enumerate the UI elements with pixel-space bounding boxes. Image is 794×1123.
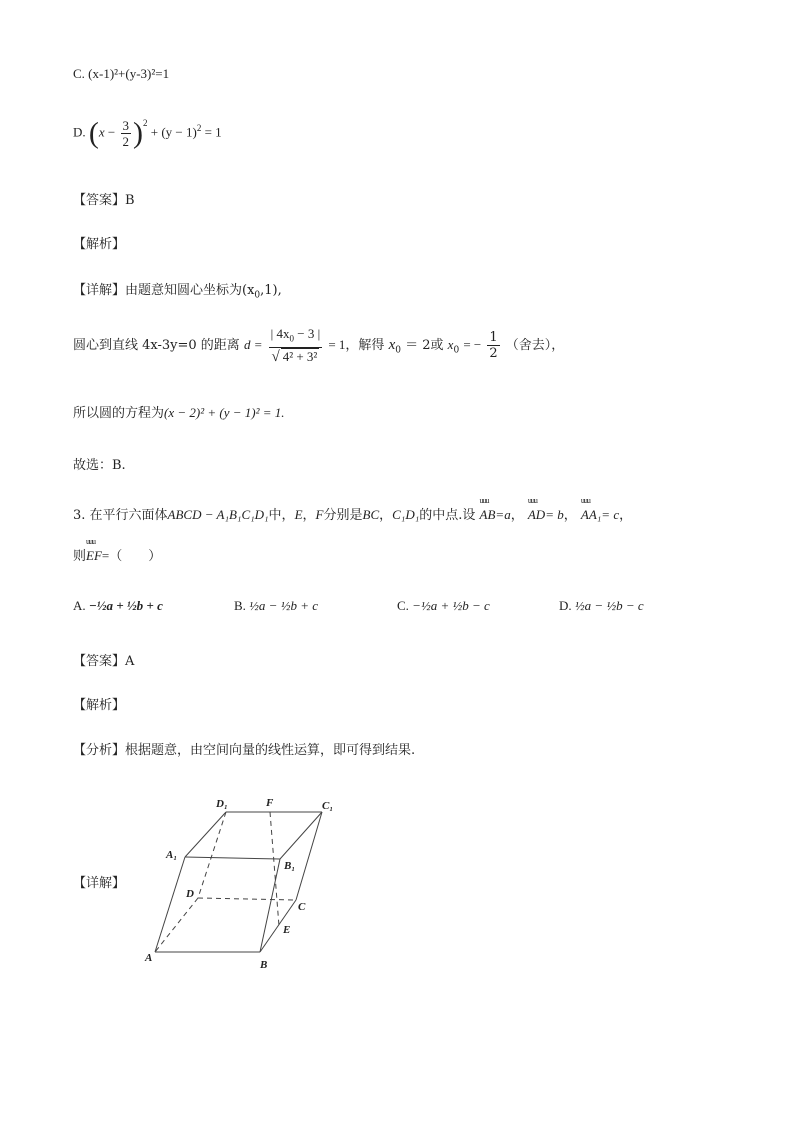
analysis-tag-q3: 【解析】 xyxy=(73,698,126,713)
option-c-prev: C. (x-1)²+(y-3)²=1 xyxy=(73,66,170,81)
detail-line-1: 【详解】由题意知圆心坐标为$(x_0,1)$, xyxy=(73,283,282,301)
q3-option-a[interactable]: A. −½a + ½b + c xyxy=(73,598,163,613)
label-C1: C₁ xyxy=(322,800,334,812)
q3-option-b[interactable]: B. ½a − ½b + c xyxy=(234,598,318,613)
parallelepiped-figure xyxy=(140,795,350,975)
q3-then: 则uuu EF=（ ） xyxy=(73,545,161,564)
q3-option-d[interactable]: D. ½a − ½b − c xyxy=(559,598,644,613)
analysis-tag-q2: 【解析】 xyxy=(73,237,126,252)
label-B1: B₁ xyxy=(284,860,296,872)
option-d-prev: D. (x − $\frac{3}{2}$ )$^2 + (y - 1)^2 = 1$ xyxy=(73,116,222,150)
detail-line-3: 所以圆的方程为(x − 2)² + (y − 1)² = 1. xyxy=(73,405,285,421)
frac-3-2: $\frac{3}{2}$ xyxy=(122,118,130,149)
label-F: F xyxy=(266,797,274,809)
answer-tag-q2: 【答案】B xyxy=(73,193,135,208)
label-C: C xyxy=(298,901,306,913)
label-B: B xyxy=(260,959,268,971)
label-D1: D₁ xyxy=(216,798,228,810)
distance-fraction: $\frac{| 4x_0 - 3 |}{\text{√ 4² + 3²}}$ xyxy=(270,326,321,365)
detail-tag-q3: 【详解】 xyxy=(73,876,126,891)
choose-q2: 故选：B. xyxy=(73,458,126,473)
label-E: E xyxy=(283,924,291,936)
fenxi-q3: 【分析】根据题意，由空间向量的线性运算，即可得到结果. xyxy=(73,743,416,758)
q3-stem: 3. 在平行六面体ABCD − A₁B₁C₁D₁中，E，F分别是BC，C₁D₁的中点.设 uuu AB=a， uuu AD= b， uuu AA₁= c， xyxy=(73,504,632,523)
answer-tag-q3: 【答案】A xyxy=(73,654,135,669)
detail-line-2: 圆心到直线 4x-3y=0 的距离 d = $\frac{| 4x_0 - 3 |}{\text{√ 4² + 3²}}$ = 1，解得 $x_0 = 2$或 $x_0$ = − $\frac{1}{2}$ （舍去）， xyxy=(73,326,565,365)
option-d-label: D. xyxy=(73,124,86,140)
label-D: D xyxy=(186,888,194,900)
q3-option-c[interactable]: C. −½a + ½b − c xyxy=(397,598,490,613)
label-A1: A₁ xyxy=(166,849,178,861)
label-A: A xyxy=(145,952,153,964)
